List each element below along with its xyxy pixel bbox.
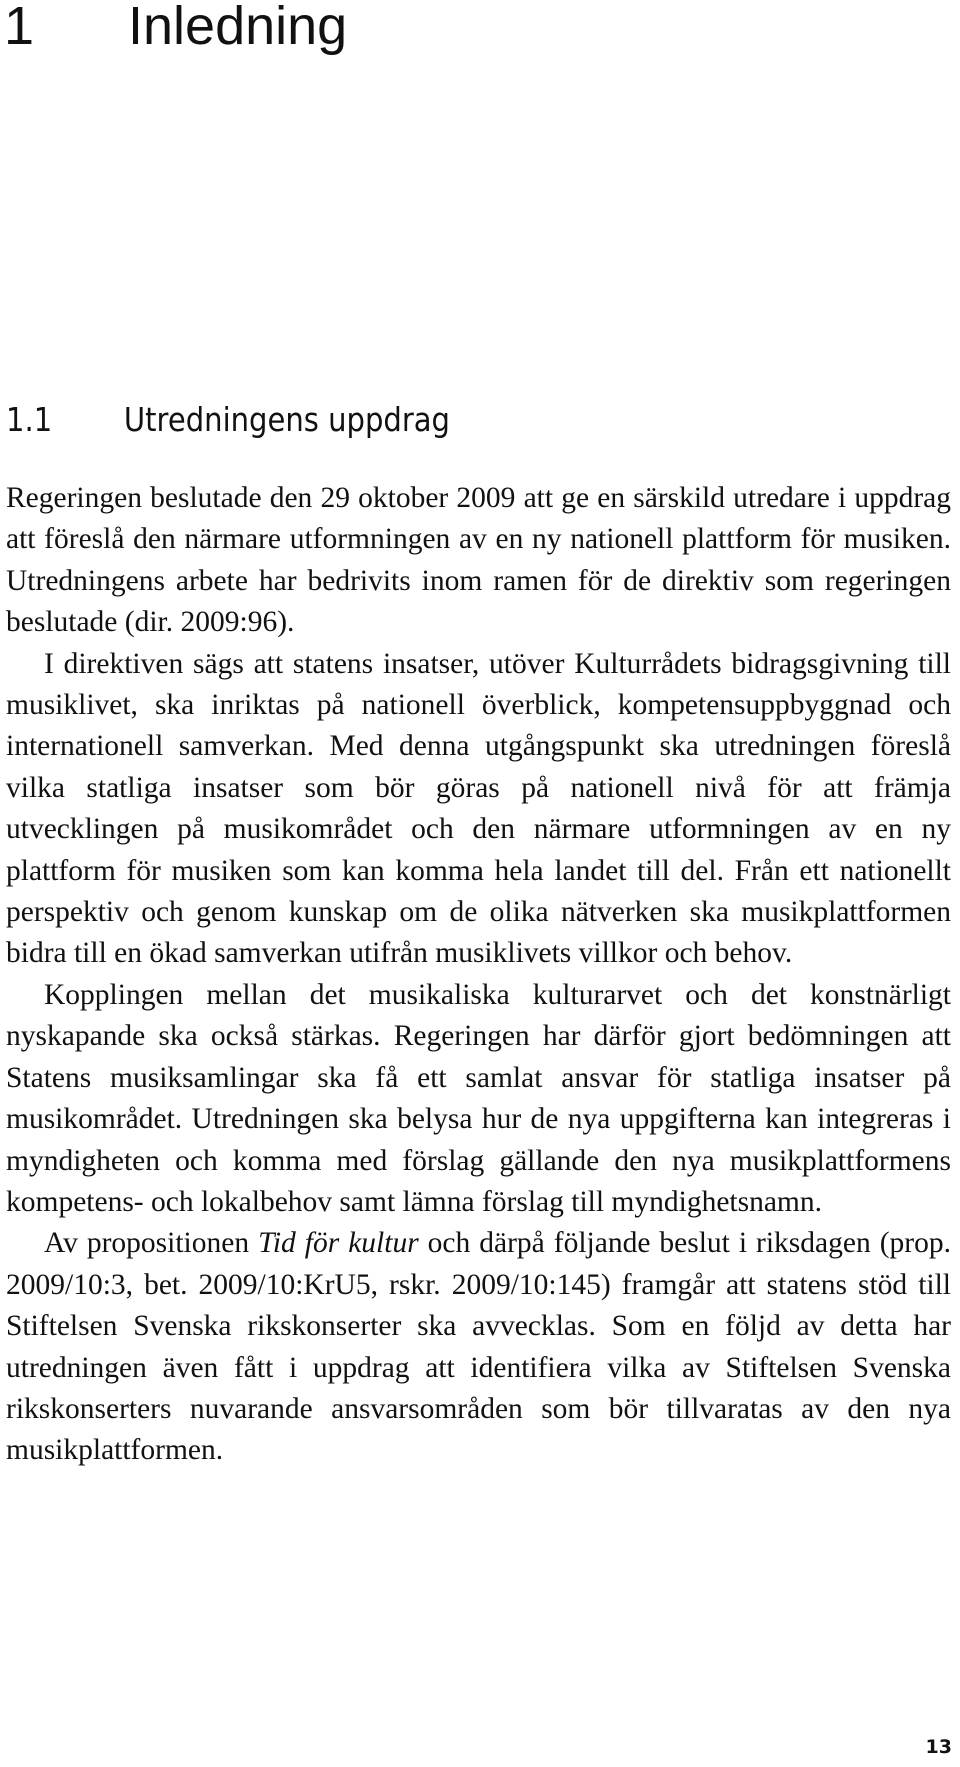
paragraph: Regeringen beslutade den 29 oktober 2009 att ge en särskild utredare i uppdrag att föreslå den närmare utformningen av en ny nationell plattform för musiken. Utredningens arbete har bedrivits inom ramen för de direktiv som regeringen beslutade (dir. 2009:96). <box>6 482 951 639</box>
chapter-title: Inledning <box>128 0 348 56</box>
paragraph: I direktiven sägs att statens insatser, utöver Kulturrådets bidragsgivning till musiklivet, ska inriktas på nationell överblick, kompetensuppbyggnad och internationell samverkan. Med denna utgångspunkt ska utredningen föreslå vilka statliga insatser som bör göras på nationell nivå för att främja utvecklingen på musikområdet och den närmare utformningen av en ny plattform för musiken som kan komma hela landet till del. Från ett nationellt perspektiv och genom kunskap om de olika nätverken ska musikplattformen bidra till en ökad samverkan utifrån musiklivets villkor och behov. <box>6 647 951 970</box>
paragraph <box>6 1223 951 1471</box>
section-number: 1.1 <box>6 400 53 439</box>
section-heading <box>6 398 450 442</box>
paragraph-text: Av propositionen <box>44 1227 259 1260</box>
chapter-number: 1 <box>4 0 35 56</box>
body-text <box>6 478 951 1472</box>
paragraph-text: och därpå följande beslut i riksdagen (prop. 2009/10:3, bet. 2009/10:KrU5, rskr. 2009/10:145) framgår att statens stöd till Stiftelsen Svenska rikskonserter ska avvecklas. Som en följd av detta har utredningen även fått i uppdrag att identifiera vilka av Stiftelsen Svenska rikskonserters nuvarande ansvarsområden som bör tillvaratas av den nya musikplattformen. <box>6 1227 951 1467</box>
chapter-heading <box>4 0 347 58</box>
section-title: Utredningens uppdrag <box>123 400 450 439</box>
publication-title: Tid för kultur <box>258 1227 419 1260</box>
paragraph: Kopplingen mellan det musikaliska kulturarvet och det konstnärligt nyskapande ska också stärkas. Regeringen har därför gjort bedömningen att Statens musiksamlingar ska få ett samlat ansvar för statliga insatser på musikområdet. Utredningen ska belysa hur de nya uppgifterna kan integreras i myndigheten och komma med förslag gällande den nya musikplattformens kompetens- och lokalbehov samt lämna förslag till myndighetsnamn. <box>6 978 951 1218</box>
page-number: 13 <box>925 1736 952 1758</box>
